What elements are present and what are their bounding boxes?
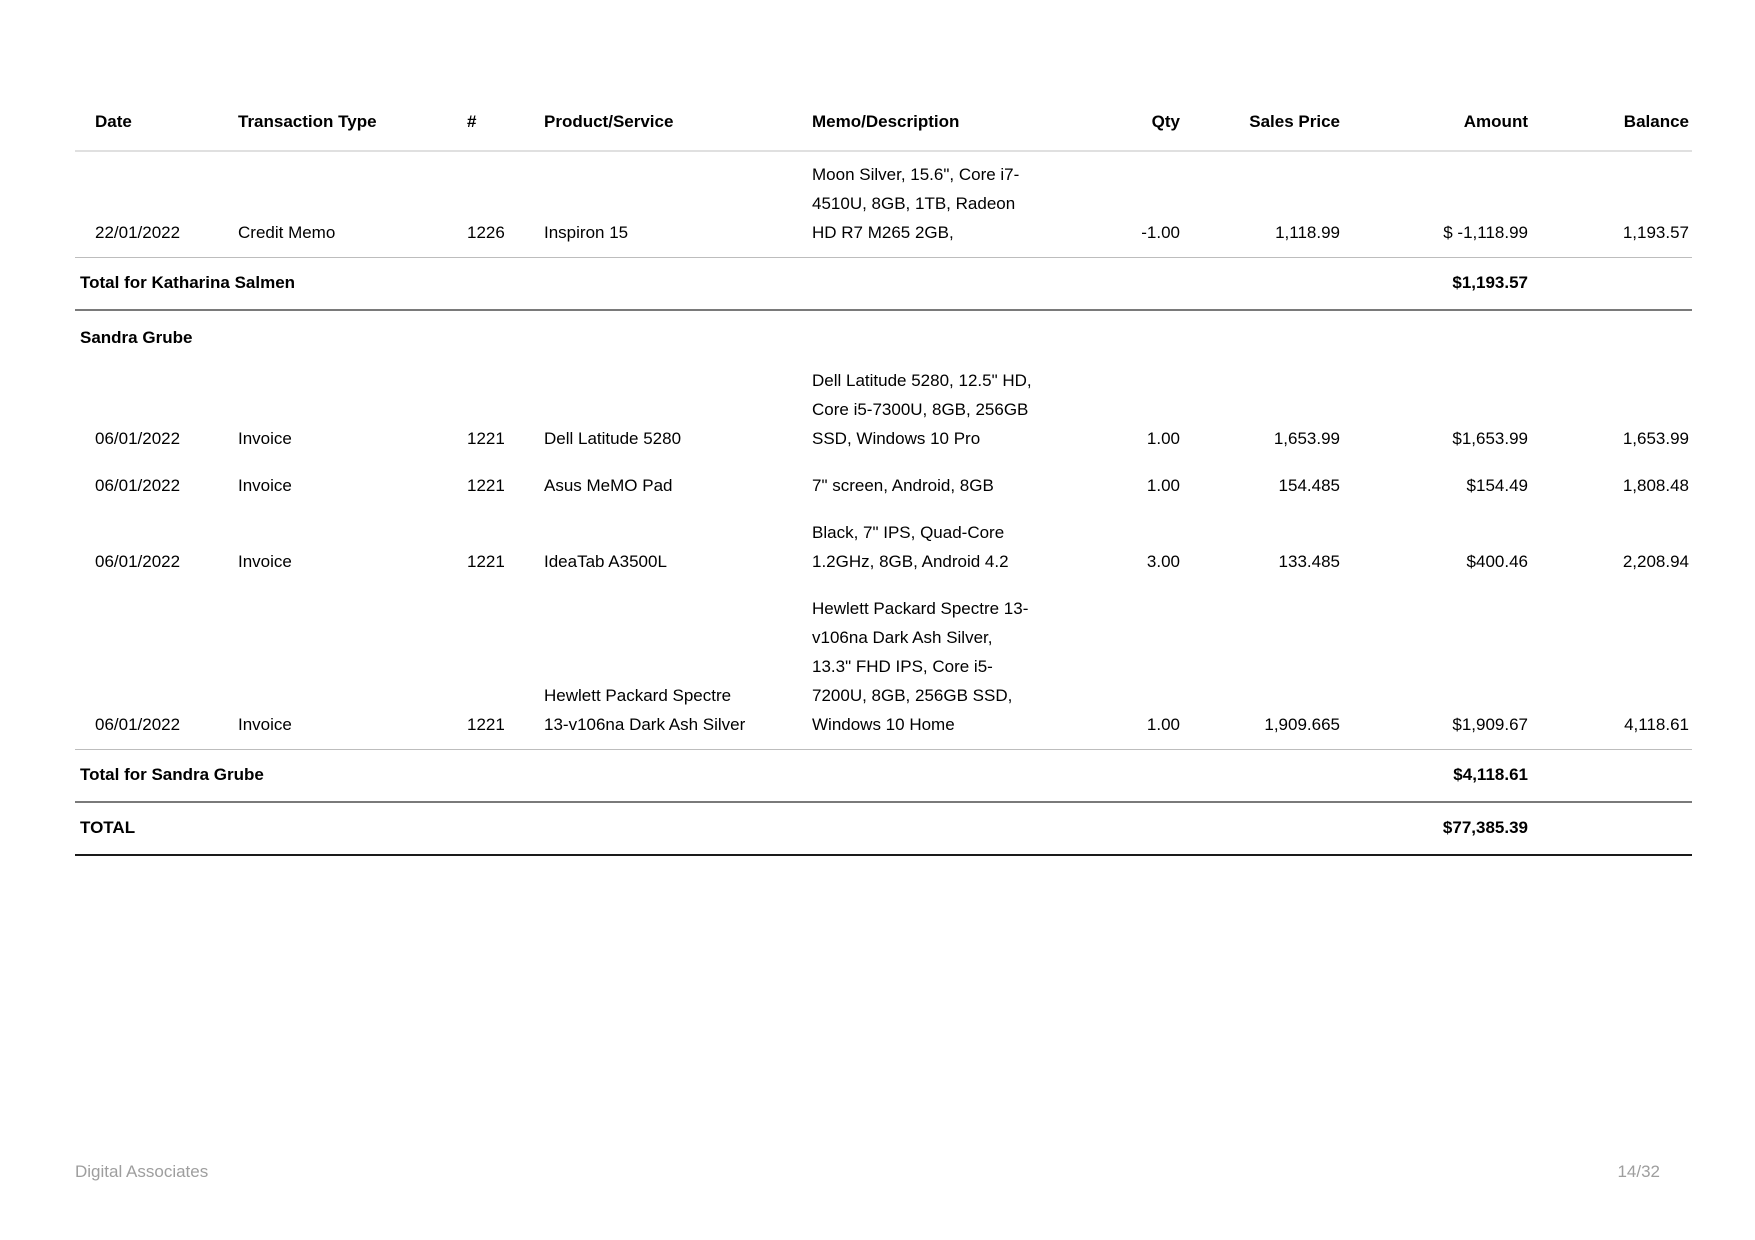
column-header-date: Date bbox=[75, 95, 230, 151]
total-balance-empty bbox=[1532, 258, 1692, 311]
cell-date: 06/01/2022 bbox=[95, 476, 181, 495]
cell-amount: $400.46 bbox=[1466, 552, 1528, 571]
page-footer bbox=[75, 1160, 1660, 1184]
total-balance-empty bbox=[1532, 802, 1692, 855]
transaction-row bbox=[75, 463, 1692, 510]
transaction-row bbox=[75, 151, 1692, 258]
cell-type: Invoice bbox=[238, 476, 292, 495]
cell-num: 1221 bbox=[460, 586, 540, 750]
column-header-balance: Balance bbox=[1532, 95, 1692, 151]
cell-balance: 4,118.61 bbox=[1532, 586, 1692, 750]
cell-type: Invoice bbox=[238, 552, 292, 571]
column-header-sales_price: Sales Price bbox=[1185, 95, 1345, 151]
total-balance-empty bbox=[1532, 750, 1692, 803]
cell-date: 22/01/2022 bbox=[75, 151, 230, 258]
cell-sales_price: 1,909.665 bbox=[1185, 586, 1345, 750]
cell-num: 1221 bbox=[467, 552, 505, 571]
cell-amount: $154.49 bbox=[1466, 476, 1528, 495]
total-amount: $77,385.39 bbox=[1345, 802, 1532, 855]
cell-type: Credit Memo bbox=[230, 151, 460, 258]
transaction-row bbox=[75, 358, 1692, 463]
total-label: Total for Katharina Salmen bbox=[75, 258, 1345, 311]
cell-balance: 1,193.57 bbox=[1532, 151, 1692, 258]
cell-amount: $1,909.67 bbox=[1345, 586, 1532, 750]
header-row bbox=[75, 95, 1692, 151]
cell-product: Inspiron 15 bbox=[540, 151, 810, 258]
customer-group-label: Sandra Grube bbox=[80, 328, 193, 347]
cell-memo: Moon Silver, 15.6", Core i7-4510U, 8GB, 1TB, Radeon HD R7 M265 2GB, bbox=[810, 151, 1065, 258]
column-header-num: # bbox=[460, 95, 540, 151]
total-label: TOTAL bbox=[75, 802, 1345, 855]
cell-num: 1221 bbox=[467, 476, 505, 495]
cell-qty: 1.00 bbox=[1146, 429, 1180, 448]
cell-balance: 1,653.99 bbox=[1622, 429, 1689, 448]
footer-page-indicator: 14/32 bbox=[1617, 1162, 1660, 1181]
cell-product: IdeaTab A3500L bbox=[544, 552, 667, 571]
cell-qty: -1.00 bbox=[1065, 151, 1185, 258]
cell-sales_price: 1,653.99 bbox=[1273, 429, 1340, 448]
cell-memo: 7" screen, Android, 8GB bbox=[812, 476, 994, 495]
column-header-product: Product/Service bbox=[540, 95, 810, 151]
footer-company-name: Digital Associates bbox=[75, 1162, 209, 1181]
cell-sales_price: 1,118.99 bbox=[1185, 151, 1345, 258]
cell-date: 06/01/2022 bbox=[95, 552, 181, 571]
cell-product: Hewlett Packard Spectre 13-v106na Dark Ash Silver bbox=[540, 586, 810, 750]
transaction-row bbox=[75, 510, 1692, 586]
group-total-row bbox=[75, 750, 1692, 803]
cell-balance: 2,208.94 bbox=[1622, 552, 1689, 571]
cell-sales_price: 133.485 bbox=[1278, 552, 1340, 571]
column-header-type: Transaction Type bbox=[230, 95, 460, 151]
transaction-row bbox=[75, 586, 1692, 750]
group-total-row bbox=[75, 258, 1692, 311]
total-label: Total for Sandra Grube bbox=[75, 750, 1345, 803]
report-table bbox=[75, 95, 1692, 856]
cell-product: Asus MeMO Pad bbox=[544, 476, 673, 495]
column-header-amount: Amount bbox=[1345, 95, 1532, 151]
report-table-head bbox=[75, 95, 1692, 151]
column-header-memo: Memo/Description bbox=[810, 95, 1065, 151]
cell-type: Invoice bbox=[238, 429, 292, 448]
cell-type: Invoice bbox=[230, 586, 460, 750]
cell-date: 06/01/2022 bbox=[75, 586, 230, 750]
total-amount: $1,193.57 bbox=[1345, 258, 1532, 311]
report-table-body bbox=[75, 151, 1692, 855]
cell-sales_price: 154.485 bbox=[1278, 476, 1340, 495]
cell-qty: 3.00 bbox=[1146, 552, 1180, 571]
cell-amount: $ -1,118.99 bbox=[1345, 151, 1532, 258]
total-amount: $4,118.61 bbox=[1345, 750, 1532, 803]
cell-amount: $1,653.99 bbox=[1452, 429, 1528, 448]
cell-qty: 1.00 bbox=[1146, 476, 1180, 495]
cell-memo: Hewlett Packard Spectre 13-v106na Dark Ash Silver, 13.3" FHD IPS, Core i5-7200U, 8GB, 256GB SSD, Windows 10 Home bbox=[810, 586, 1065, 750]
customer-group-row bbox=[75, 310, 1692, 358]
cell-num: 1221 bbox=[467, 429, 505, 448]
cell-memo: Dell Latitude 5280, 12.5" HD, Core i5-7300U, 8GB, 256GB SSD, Windows 10 Pro bbox=[812, 371, 1032, 448]
cell-memo: Black, 7" IPS, Quad-Core 1.2GHz, 8GB, Android 4.2 bbox=[812, 523, 1009, 571]
cell-num: 1226 bbox=[460, 151, 540, 258]
grand-total-row bbox=[75, 802, 1692, 855]
cell-product: Dell Latitude 5280 bbox=[544, 429, 682, 448]
cell-balance: 1,808.48 bbox=[1622, 476, 1689, 495]
column-header-qty: Qty bbox=[1065, 95, 1185, 151]
cell-qty: 1.00 bbox=[1065, 586, 1185, 750]
cell-date: 06/01/2022 bbox=[95, 429, 181, 448]
